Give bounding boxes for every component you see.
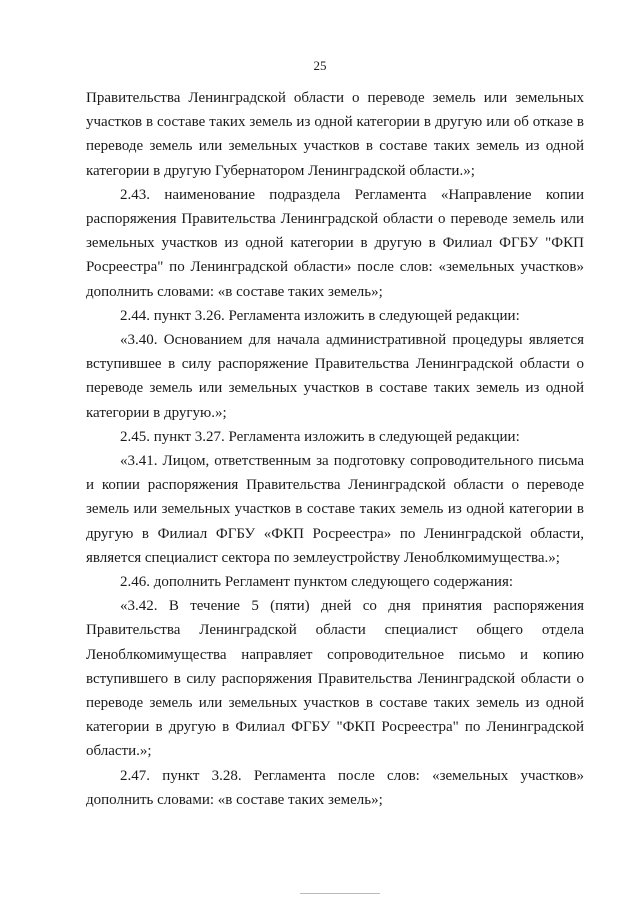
text-line: «3.42. В течение 5 (пяти) дней со дня принятия распоряжения bbox=[120, 598, 584, 615]
text-line: 2.47. пункт 3.28. Регламента после слов: «земельных участков» bbox=[120, 767, 584, 784]
text-line: дополнить словами: «в составе таких земель»; bbox=[86, 283, 383, 300]
text-line: другую в Филиал ФГБУ «ФКП Росреестра» по Ленинградской области, bbox=[86, 525, 584, 542]
text-line: 2.46. дополнить Регламент пунктом следующего содержания: bbox=[120, 574, 514, 591]
text-line: категории в другую в Филиал ФГБУ "ФКП Росреестра" по Ленинградской bbox=[86, 719, 584, 736]
paragraph-continuation bbox=[86, 86, 584, 183]
text-line: «3.40. Основанием для начала административной процедуры является bbox=[120, 332, 584, 349]
text-line: дополнить словами: «в составе таких земель»; bbox=[86, 791, 383, 808]
text-line: 2.44. пункт 3.26. Регламента изложить в следующей редакции: bbox=[120, 307, 520, 324]
text-line: земельных участков из одной категории в другую в Филиал ФГБУ "ФКП bbox=[86, 235, 584, 252]
text-line: «3.41. Лицом, ответственным за подготовку сопроводительного письма bbox=[120, 453, 584, 470]
text-line: вступившего в силу распоряжения Правительства Ленинградской области о bbox=[86, 670, 584, 687]
text-line: и копии распоряжения Правительства Ленинградской области о переводе bbox=[86, 477, 584, 494]
text-line: переводе земель или земельных участков в составе таких земель из одной bbox=[86, 138, 584, 155]
paragraph-3-42 bbox=[86, 594, 584, 763]
text-line: земель или земельных участков в составе таких земель из одной категории в bbox=[86, 501, 584, 518]
text-line: Правительства Ленинградской области специалист общего отдела bbox=[86, 622, 584, 639]
text-line: 2.45. пункт 3.27. Регламента изложить в следующей редакции: bbox=[120, 428, 520, 445]
text-line: переводе земель или земельных участков в составе таких земель из одной bbox=[86, 380, 584, 397]
text-line: категории в другую.»; bbox=[86, 404, 227, 421]
text-line: Росреестра" по Ленинградской области» после слов: «земельных участков» bbox=[86, 259, 584, 276]
paragraph-2-47 bbox=[86, 764, 584, 812]
text-line: переводе земель или земельных участков в составе таких земель из одной bbox=[86, 695, 584, 712]
text-line: 2.43. наименование подраздела Регламента «Направление копии bbox=[120, 186, 584, 203]
text-line: области.»; bbox=[86, 743, 152, 760]
paragraph-3-41 bbox=[86, 449, 584, 570]
text-line: Леноблкомимущества направляет сопроводительное письмо и копию bbox=[86, 646, 584, 663]
text-line: является специалист сектора по землеустройству Леноблкомимущества.»; bbox=[86, 549, 560, 566]
text-line: Правительства Ленинградской области о переводе земель или земельных bbox=[86, 90, 584, 106]
paragraph-3-40 bbox=[86, 328, 584, 425]
paragraph-2-43 bbox=[86, 183, 584, 304]
text-line: категории в другую Губернатором Ленинградской области.»; bbox=[86, 162, 475, 179]
paragraph-2-44 bbox=[86, 304, 584, 328]
text-line: вступившее в силу распоряжение Правительства Ленинградской области о bbox=[86, 356, 584, 373]
paragraph-2-46 bbox=[86, 570, 584, 594]
paragraph-2-45 bbox=[86, 425, 584, 449]
document-body bbox=[86, 86, 584, 812]
scan-artifact-line bbox=[300, 893, 380, 894]
page-number: 25 bbox=[313, 58, 327, 73]
text-line: участков в составе таких земель из одной категории в другую или об отказе в bbox=[86, 114, 584, 131]
text-line: распоряжения Правительства Ленинградской области о переводе земель или bbox=[86, 211, 584, 228]
